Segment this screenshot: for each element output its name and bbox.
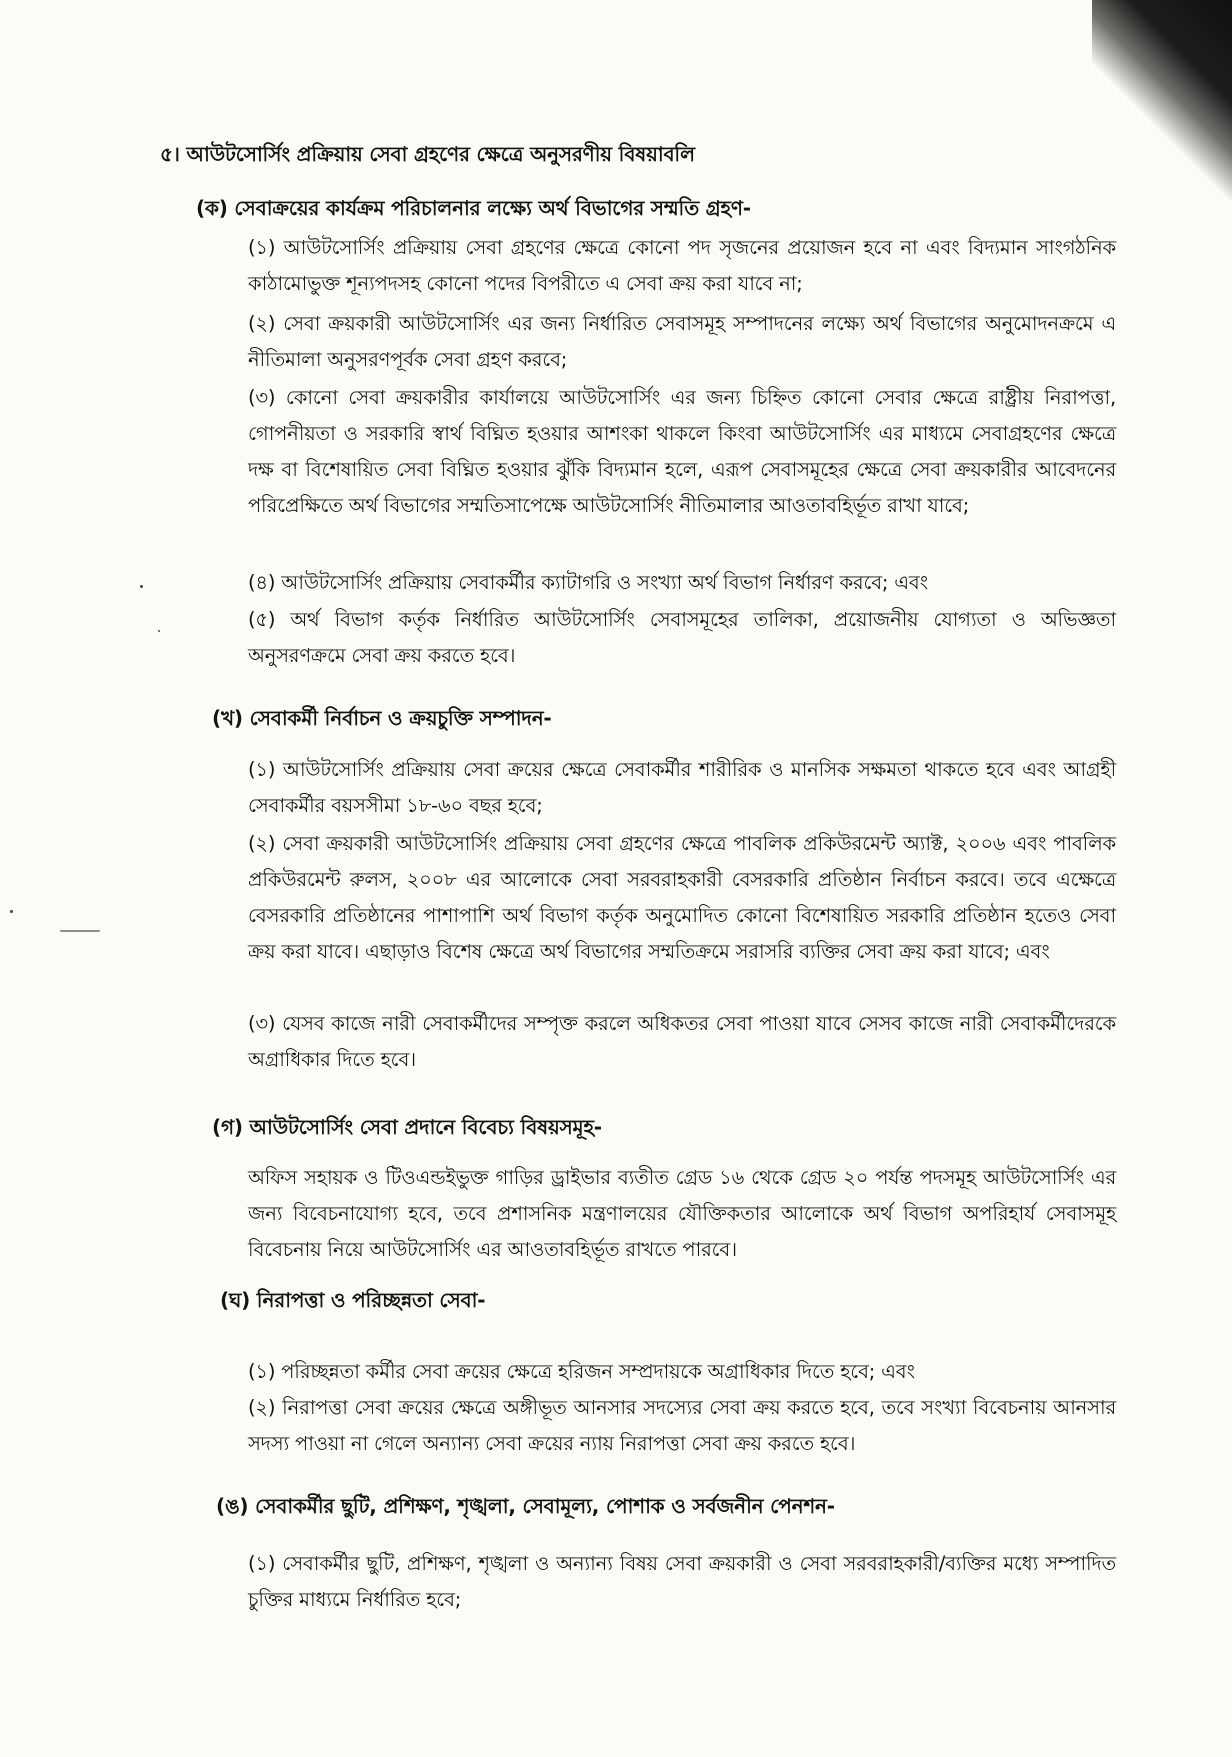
kha-item-2: (২) সেবা ক্রয়কারী আউটসোর্সিং প্রক্রিয়ায় সেবা গ্রহণের ক্ষেত্রে পাবলিক প্রকিউরমেন্ট অ্যাক্ট, ২০০৬ এবং পাবলিক প্রকিউরমেন্ট রুলস, ২০০৮ এর আলোকে সেবা সরবরাহকারী বেসরকারি প্রতিষ্ঠান নির্বাচন করবে। তবে এক্ষেত্রে বেসরকারি প্রতিষ্ঠানের পাশাপাশি অর্থ বিভাগ কর্তৃক অনুমোদিত কোনো বিশেষায়িত সরকারি প্রতিষ্ঠান হতেও সেবা ক্রয় করা যাবে। এছাড়াও বিশেষ ক্ষেত্রে অর্থ বিভাগের সম্মতিক্রমে সরাসরি ব্যক্তির সেবা ক্রয় করা যাবে; এবং [248, 832, 1116, 963]
kha-item-3: (৩) যেসব কাজে নারী সেবাকর্মীদের সম্পৃক্ত করলে অধিকতর সেবা পাওয়া যাবে সেসব কাজে নারী সেবাকর্মীদেরকে অগ্রাধিকার দিতে হবে। [248, 1012, 1116, 1071]
gha-item-2: (২) নিরাপত্তা সেবা ক্রয়ের ক্ষেত্রে অঙ্গীভূত আনসার সদস্যের সেবা ক্রয় করতে হবে, তবে সংখ্যা বিবেচনায় আনসার সদস্য পাওয়া না গেলে অন্যান্য সেবা ক্রয়ের ন্যায় নিরাপত্তা সেবা ক্রয় করতে হবে। [248, 1396, 1116, 1455]
gha-item-1: (১) পরিচ্ছন্নতা কর্মীর সেবা ক্রয়ের ক্ষেত্রে হরিজন সম্প্রদায়কে অগ্রাধিকার দিতে হবে; এবং [248, 1360, 915, 1383]
ka-item-2: (২) সেবা ক্রয়কারী আউটসোর্সিং এর জন্য নির্ধারিত সেবাসমূহ সম্পাদনের লক্ষ্যে অর্থ বিভাগের অনুমোদনক্রমে এ নীতিমালা অনুসরণপূর্বক সেবা গ্রহণ করবে; [248, 312, 1116, 371]
scan-speck [10, 910, 13, 913]
subsection-kha-heading: (খ) সেবাকর্মী নির্বাচন ও ক্রয়চুক্তি সম্পাদন- [212, 706, 552, 730]
ga-text: অফিস সহায়ক ও টিওএন্ডইভুক্ত গাড়ির ড্রাইভার ব্যতীত গ্রেড ১৬ থেকে গ্রেড ২০ পর্যন্ত পদসমূহ আউটসোর্সিং এর জন্য বিবেচনাযোগ্য হবে, তবে প্রশাসনিক মন্ত্রণালয়ের যৌক্তিকতার আলোকে অর্থ বিভাগ অপরিহার্য সেবাসমূহ বিবেচনায় নিয়ে আউটসোর্সিং এর আওতাবহির্ভূত রাখতে পারবে। [248, 1166, 1116, 1261]
subsection-ka-heading: (ক) সেবাক্রয়ের কার্যক্রম পরিচালনার লক্ষ্যে অর্থ বিভাগের সম্মতি গ্রহণ- [196, 196, 751, 220]
subsection-gha-heading: (ঘ) নিরাপত্তা ও পরিচ্ছন্নতা সেবা- [220, 1288, 486, 1312]
subsection-ga-heading: (গ) আউটসোর্সিং সেবা প্রদানে বিবেচ্য বিষয়সমূহ- [212, 1115, 602, 1139]
scan-corner-shadow [1092, 0, 1232, 200]
kha-item-1: (১) আউটসোর্সিং প্রক্রিয়ায় সেবা ক্রয়ের ক্ষেত্রে সেবাকর্মীর শারীরিক ও মানসিক সক্ষমতা থাকতে হবে এবং আগ্রহী সেবাকর্মীর বয়সসীমা ১৮-৬০ বছর হবে; [248, 758, 1116, 817]
uma-item-1: (১) সেবাকর্মীর ছুটি, প্রশিক্ষণ, শৃঙ্খলা ও অন্যান্য বিষয় সেবা ক্রয়কারী ও সেবা সরবরাহকারী/ব্যক্তির মধ্যে সম্পাদিত চুক্তির মাধ্যমে নির্ধারিত হবে; [248, 1552, 1116, 1611]
ka-item-1: (১) আউটসোর্সিং প্রক্রিয়ায় সেবা গ্রহণের ক্ষেত্রে কোনো পদ সৃজনের প্রয়োজন হবে না এবং বিদ্যমান সাংগঠনিক কাঠামোভুক্ত শূন্যপদসহ কোনো পদের বিপরীতে এ সেবা ক্রয় করা যাবে না; [248, 236, 1116, 295]
section-title: ৫। আউটসোর্সিং প্রক্রিয়ায় সেবা গ্রহণের ক্ষেত্রে অনুসরণীয় বিষয়াবলি [160, 142, 695, 166]
subsection-uma-heading: (ঙ) সেবাকর্মীর ছুটি, প্রশিক্ষণ, শৃঙ্খলা, সেবামূল্য, পোশাক ও সর্বজনীন পেনশন- [216, 1494, 835, 1518]
ka-item-4: (৪) আউটসোর্সিং প্রক্রিয়ায় সেবাকর্মীর ক্যাটাগরি ও সংখ্যা অর্থ বিভাগ নির্ধারণ করবে; এবং [248, 571, 928, 594]
scan-speck [60, 930, 100, 932]
ka-item-3: (৩) কোনো সেবা ক্রয়কারীর কার্যালয়ে আউটসোর্সিং এর জন্য চিহ্নিত কোনো সেবার ক্ষেত্রে রাষ্ট্রীয় নিরাপত্তা, গোপনীয়তা ও সরকারি স্বার্থ বিঘ্নিত হওয়ার আশংকা থাকলে কিংবা আউটসোর্সিং এর মাধ্যমে সেবাগ্রহণের ক্ষেত্রে দক্ষ বা বিশেষায়িত সেবা বিঘ্নিত হওয়ার ঝুঁকি বিদ্যমান হলে, এরূপ সেবাসমূহের ক্ষেত্রে সেবা ক্রয়কারীর আবেদনের পরিপ্রেক্ষিতে অর্থ বিভাগের সম্মতিসাপেক্ষে আউটসোর্সিং নীতিমালার আওতাবহির্ভূত রাখা যাবে; [248, 386, 1116, 517]
scan-speck [158, 630, 160, 632]
ka-item-5: (৫) অর্থ বিভাগ কর্তৃক নির্ধারিত আউটসোর্সিং সেবাসমূহের তালিকা, প্রয়োজনীয় যোগ্যতা ও অভিজ্ঞতা অনুসরণক্রমে সেবা ক্রয় করতে হবে। [248, 608, 1116, 667]
scan-speck [140, 585, 143, 588]
